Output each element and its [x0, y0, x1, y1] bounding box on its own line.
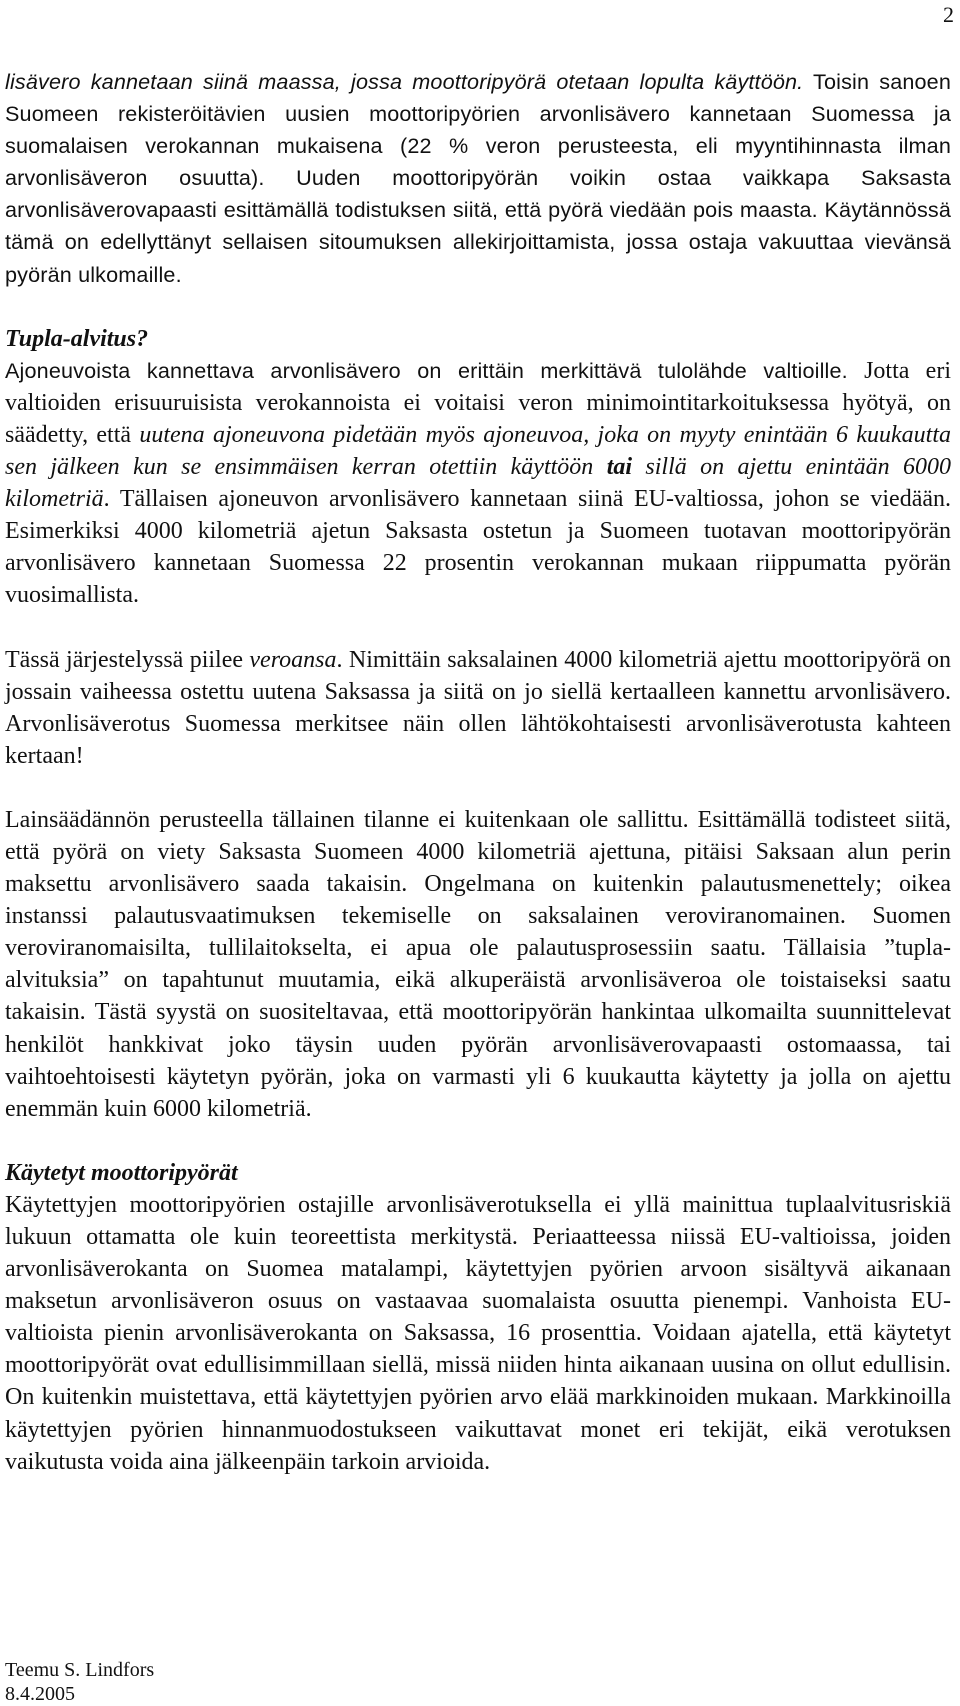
document-body: [5, 66, 951, 1478]
heading-tupla-alvitus: Tupla-alvitus?: [5, 325, 149, 352]
bold-italic-tai: tai: [606, 454, 633, 481]
italic-definition: uutena ajoneuvona pidetään myös ajoneuvoa, joka on myyty enintään 6 kuukautta sen jälkeen kun se ensimmäisen kerran otettiin käyttöön: [5, 421, 952, 481]
paragraph-used-motorcycles: Käytettyjen moottoripyörien ostajille arvonlisäverotuksella ei yllä mainittua tuplaalvitusriskiä lukuun ottamatta ole kuin teoreettista merkitystä. Periaatteessa niissä EU-valtioissa, joiden arvonlisäverokanta on Suomea matalampi, käytettyjen pyörien arvoon sisältyvä aikanaan maksetun arvonlisäveron osuus on vastaavaa suomalaista osuutta pienempi. Vanhoista EU-valtioista pienin arvonlisäverokanta on Saksassa, 16 prosenttia. Voidaan ajatella, että käytetyt moottoripyörät ovat edullisimmillaan siellä, missä niiden hinta aikanaan uusina on ollut edullisin. On kuitenkin muistettava, että käytettyjen pyörien arvo elää markkinoiden mukaan. Markkinoilla käytettyjen pyörien hinnanmuodostukseen vaikuttavat monet eri tekijät, eikä verotuksen vaikutusta voida aina jälkeenpäin tarkoin arvioida.: [5, 1191, 951, 1475]
italic-definition-end: sillä on ajettu enintään 6000 kilometriä: [5, 454, 951, 513]
paragraph-new-vehicle-definition: [5, 355, 951, 612]
footer-date: 8.4.2005: [5, 1683, 75, 1705]
footer-author: Teemu S. Lindfors: [5, 1659, 155, 1681]
paragraph-text: Tässä järjestelyssä piilee: [5, 646, 250, 673]
paragraph-legislation: Lainsäädännön perusteella tällainen tilanne ei kuitenkaan ole sallittu. Esittämällä todisteet siitä, että pyörä on viety Saksasta Suomeen 4000 kilometriä ajettuna, pitäisi Saksaan alun perin maksettu arvonlisävero saada takaisin. Ongelmana on kuitenkin palautusmenettely; oikea instanssi palautusvaatimuksen tekemiselle on saksalainen veroviranomainen. Suomen veroviranomaisilta, tullilaitokselta, ei apua ole palautusprosessiin saatu. Tällaisia ”tupla-alvituksia” on tapahtunut muutamia, eikä alkuperäistä arvonlisäveroa ole toistaiseksi saatu takaisin. Tästä syystä on suositeltavaa, että moottoripyörän hankintaa ulkomailta suunnittelevat henkilöt hankkivat joko täysin uuden pyörän arvonlisäverovapaasti ostomaassa, tai vaihtoehtoisesti käytetyn pyörän, joka on varmasti yli 6 kuukautta käytetty ja jolla on ajettu enemmän kuin 6000 kilometriä.: [5, 806, 951, 1122]
paragraph-text: Jotta eri valtioiden erisuuruisista verokannoista ei voitaisi veron minimointitarkoituksessa hyötyä, on säädetty, että: [5, 357, 951, 448]
italic-veroansa: veroansa: [249, 646, 337, 673]
paragraph-text: . Tällaisen ajoneuvon arvonlisävero kannetaan siinä EU-valtiossa, johon se viedään. Esimerkiksi 4000 kilometriä ajetun Saksasta ostetun ja Suomeen tuotavan moottoripyörän arvonlisävero kannetaan Suomessa 22 prosentin verokannan mukaan riippumatta pyörän vuosimallista.: [5, 486, 951, 609]
heading-used-motorcycles: Käytetyt moottoripyörät: [5, 1159, 238, 1186]
page-number: 2: [943, 2, 954, 27]
sans-intro-line: Ajoneuvoista kannettava arvonlisävero on erittäin merkittävä tulolähde valtioille.: [5, 357, 848, 383]
paragraph-text: . Nimittäin saksalainen 4000 kilometriä ajettu moottoripyörä on jossain vaiheessa ostettu uutena Saksassa ja siitä on jo siellä kertaalleen kannettu arvonlisävero. Arvonlisäverotus Suomessa merkitsee näin ollen lähtökohtaisesti arvonlisäverotusta kahteen kertaan!: [5, 646, 952, 769]
footer: [5, 1658, 154, 1706]
italic-phrase: lisävero kannetaan siinä maassa, jossa moottoripyörä otetaan lopulta käyttöön.: [5, 69, 804, 94]
sans-intro-line: [5, 69, 803, 94]
paragraph-text: Toisin sanoen Suomeen rekisteröitävien uusien moottoripyörien arvonlisävero kannetaan Suomessa ja suomalaisen verokannan mukaisena (22 % veron perusteesta, eli myyntihinnasta ilman arvonlisäveron osuutta). Uuden moottoripyörän voikin ostaa vaikkapa Saksasta arvonlisäverovapaasti esittämällä todistuksen siitä, että pyörä viedään pois maasta. Käytännössä tämä on edellyttänyt sellaisen sitoumuksen allekirjoittamista, jossa ostaja vakuuttaa vievänsä pyörän ulkomaille.: [5, 69, 951, 287]
paragraph-vat-intro: [5, 66, 951, 291]
paragraph-tax-trap: [5, 644, 951, 772]
